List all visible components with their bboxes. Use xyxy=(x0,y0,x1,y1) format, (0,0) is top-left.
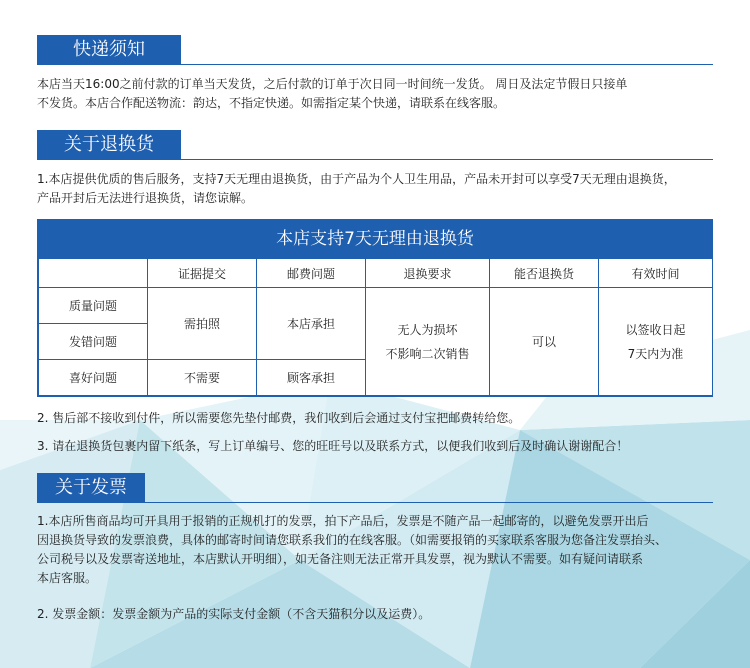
header-cell-postage: 邮费问题 xyxy=(257,259,366,288)
invoice-section-title: 关于发票 xyxy=(37,473,145,503)
invoice-title-rule xyxy=(37,502,713,503)
returns-note-3-text: 3. 请在退换货包裹内留下纸条，写上订单编号、您的旺旺号以及联系方式，以便我们收到后及时确认谢谢配合！ xyxy=(37,439,629,453)
header-cell-requirement: 退换要求 xyxy=(366,259,490,288)
row-label-quality: 质量问题 xyxy=(39,288,148,324)
invoice-line-3: 公司税号以及发票寄送地址，本店默认开明细），如无备注则无法正常开具发票，视为默认不需要。如有疑问请联系 xyxy=(37,552,644,566)
validity-cell xyxy=(599,288,713,396)
row-label-wrong-item: 发错问题 xyxy=(39,324,148,360)
header-cell-evidence: 证据提交 xyxy=(148,259,257,288)
header-cell-empty xyxy=(39,259,148,288)
invoice-line-2: 因退换货导致的发票浪费，具体的邮寄时间请您联系我们的在线客服。（如需要报销的买家联系客服为您备注发票抬头、 xyxy=(37,533,668,547)
returns-note-2-text: 2. 售后部不接收到付件，所以需要您先垫付邮费，我们收到后会通过支付宝把邮费转给您。 xyxy=(37,411,521,425)
shipping-line-2: 不发货。本店合作配送物流：韵达，不指定快递。如需指定某个快递，请联系在线客服。 xyxy=(37,96,506,110)
returns-intro-line-1: 1.本店提供优质的售后服务，支持7天无理由退换货，由于产品为个人卫生用品，产品未开封可以享受7天无理由退换货， xyxy=(37,172,676,186)
returns-note-3 xyxy=(37,437,713,456)
shipping-section-title: 快递须知 xyxy=(37,35,181,65)
returns-intro-line-2: 产品开封后无法进行退换货，请您谅解。 xyxy=(37,191,254,205)
returns-title-rule xyxy=(37,159,713,160)
returns-note-2 xyxy=(37,409,713,428)
returnable-cell: 可以 xyxy=(490,288,599,396)
row-label-preference: 喜好问题 xyxy=(39,360,148,396)
evidence-cell-photo: 需拍照 xyxy=(148,288,257,360)
requirement-line-2: 不影响二次销售 xyxy=(385,346,470,361)
table-row-quality xyxy=(39,288,713,324)
shipping-line-1: 本店当天16:00之前付款的订单当天发货，之后付款的订单于次日同一时间统一发货。 周日及法定节假日只接单 xyxy=(37,77,628,91)
shipping-title-rule xyxy=(37,64,713,65)
postage-cell-store: 本店承担 xyxy=(257,288,366,360)
shipping-notice xyxy=(37,75,713,113)
validity-line-1: 以签收日起 xyxy=(625,322,686,337)
requirement-line-1: 无人为损坏 xyxy=(397,322,458,337)
invoice-notice xyxy=(37,512,713,588)
invoice-line-1: 1.本店所售商品均可开具用于报销的正规机打的发票，拍下产品后，发票是不随产品一起邮寄的，以避免发票开出后 xyxy=(37,514,649,528)
invoice-amount-text: 2. 发票金额：发票金额为产品的实际支付金额（不含天猫积分以及运费）。 xyxy=(37,607,431,621)
header-cell-validity: 有效时间 xyxy=(599,259,713,288)
invoice-line-4: 本店客服。 xyxy=(37,571,98,585)
validity-line-2: 7天内为准 xyxy=(627,346,684,361)
table-header-row xyxy=(39,259,713,288)
returns-policy-table xyxy=(37,219,713,397)
returns-intro xyxy=(37,170,713,208)
returns-section-title: 关于退换货 xyxy=(37,130,181,160)
requirement-cell xyxy=(366,288,490,396)
evidence-cell-none: 不需要 xyxy=(148,360,257,396)
header-cell-returnable: 能否退换货 xyxy=(490,259,599,288)
invoice-amount-note xyxy=(37,605,713,624)
returns-table-title: 本店支持7天无理由退换货 xyxy=(38,220,712,258)
postage-cell-customer: 顾客承担 xyxy=(257,360,366,396)
returns-table-grid xyxy=(38,258,713,396)
